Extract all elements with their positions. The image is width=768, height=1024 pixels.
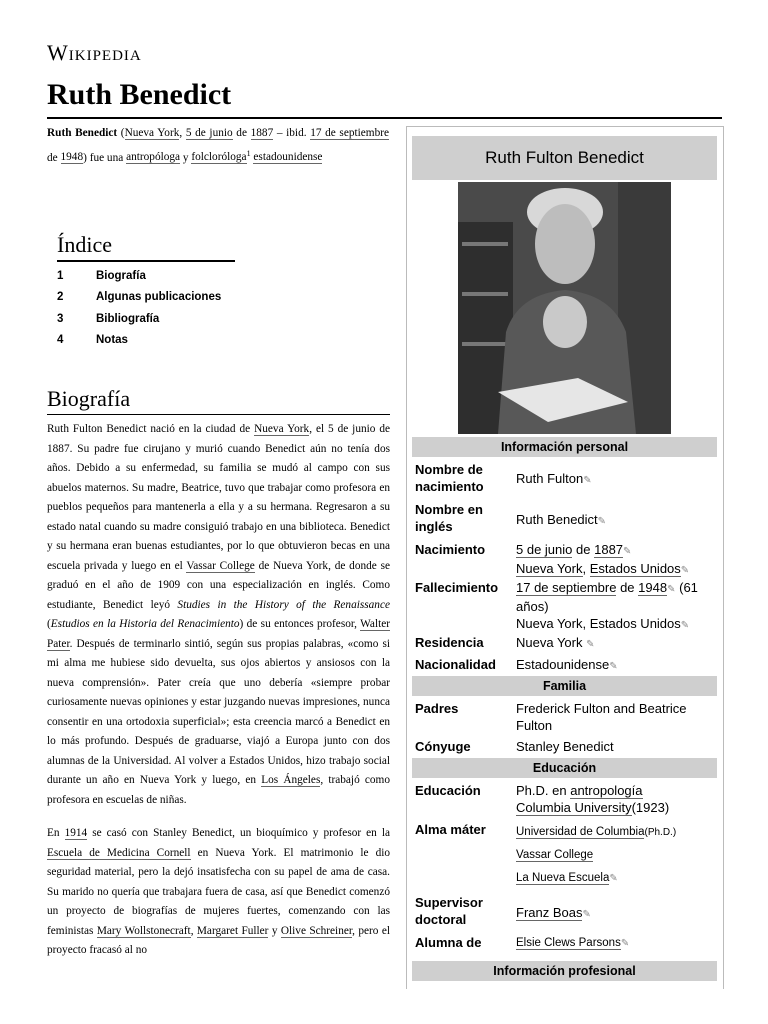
toc-num: 2	[57, 291, 64, 304]
link-birth-year[interactable]: 1887	[250, 127, 274, 139]
paragraph-2: En 1914 se casó con Stanley Benedict, un bioquímico y profesor en la Escuela de Medicina Cornell en Nueva York. El matrimonio le dio seguridad material, pero la dejó insatisfecha con su papel de ama de casa. Su marido no quería que trabajara fuera de casa, así que Benedict comenzó un proyecto de biografías de mujeres fuertes, comenzando con las feministas Mary Wollstonecraft, Margaret Fuller y Olive Schreiner, pero el proyecto fracasó al no	[47, 827, 390, 956]
label-birth-name: Nombre de nacimiento	[415, 462, 484, 494]
lede-and: y	[182, 151, 189, 164]
value-student-of	[516, 935, 721, 952]
link-elsie-parsons[interactable]: Elsie Clews Parsons	[516, 937, 621, 949]
label-english-name: Nombre en inglés	[415, 502, 483, 534]
toc-heading: Índice	[57, 232, 235, 262]
toc-label[interactable]: Biografía	[96, 270, 146, 282]
lede-name: Ruth Benedict	[47, 127, 118, 139]
pencil-icon[interactable]: ✎	[680, 565, 690, 576]
toc-item[interactable]	[57, 330, 235, 351]
link-estadounidense[interactable]: estadounidense	[253, 151, 323, 164]
lede-text: fue una	[89, 151, 124, 164]
label-alma-mater: Alma máter	[415, 822, 486, 837]
toc-num: 4	[57, 333, 64, 346]
link-birth-city[interactable]: Nueva York	[516, 561, 583, 576]
toc-item[interactable]	[57, 266, 235, 287]
toc-num: 3	[57, 312, 64, 325]
pencil-icon[interactable]: ✎	[620, 938, 630, 949]
label-residence: Residencia	[415, 635, 484, 650]
toc-num: 1	[57, 270, 64, 282]
pencil-icon[interactable]: ✎	[582, 909, 591, 920]
link-cornell[interactable]: Escuela de Medicina Cornell	[47, 846, 191, 859]
value-supervisor	[516, 904, 721, 923]
link-birth-date[interactable]: 5 de junio	[516, 542, 573, 557]
link-franz-boas[interactable]: Franz Boas	[516, 905, 583, 920]
link-birth-year[interactable]: 1887	[594, 542, 624, 557]
pencil-icon[interactable]: ✎	[680, 620, 690, 631]
label-birth: Nacimiento	[415, 542, 486, 557]
book-title-es: Estudios en la Historia del Renacimiento	[50, 618, 240, 630]
value-parents: Frederick Fulton and Beatrice Fulton	[516, 701, 687, 733]
wikipedia-wordmark: Wikipedia	[47, 40, 142, 65]
link-birth-country[interactable]: Estados Unidos	[589, 561, 681, 576]
link-los-angeles[interactable]: Los Ángeles	[261, 774, 321, 786]
link-folclorologa[interactable]: folcloróloga	[191, 151, 247, 164]
biography-text	[47, 420, 390, 975]
pencil-icon[interactable]: ✎	[667, 584, 676, 595]
pencil-icon[interactable]: ✎	[609, 661, 618, 672]
toc-item[interactable]	[57, 309, 235, 330]
title-rule	[47, 117, 722, 119]
section-professional: Información profesional	[412, 961, 717, 981]
toc-label[interactable]: Bibliografía	[96, 312, 160, 325]
portrait-photo[interactable]	[458, 182, 671, 434]
link-vassar[interactable]: Vassar College	[516, 849, 594, 861]
value-spouse: Stanley Benedict	[516, 739, 614, 754]
label-education: Educación	[415, 783, 481, 798]
page-title: Ruth Benedict	[47, 78, 232, 111]
link-antropologia[interactable]: antropología	[570, 783, 643, 798]
pencil-icon[interactable]: ✎	[609, 873, 618, 884]
ref-1[interactable]: 1	[246, 148, 251, 158]
link-univ-columbia[interactable]: Universidad de Columbia	[516, 826, 645, 838]
link-1914[interactable]: 1914	[64, 827, 88, 839]
pencil-icon[interactable]: ✎	[597, 516, 607, 527]
value-alma-mater: Universidad de Columbia(Ph.D.) Vassar College La Nueva Escuela✎	[516, 826, 677, 884]
section-family: Familia	[412, 676, 717, 696]
pencil-icon[interactable]: ✎	[623, 546, 632, 557]
link-death-year[interactable]: 1948	[638, 580, 668, 595]
link-nueva-york[interactable]: Nueva York	[124, 127, 180, 139]
infobox	[406, 126, 724, 989]
link-death-day[interactable]: 17 de septiembre	[310, 127, 389, 139]
value-birth: 5 de junio de 1887✎ Nueva York, Estados Unidos✎	[516, 542, 690, 576]
paragraph-1: Ruth Fulton Benedict nació en la ciudad de Nueva York, el 5 de junio de 1887. Su padre fue cirujano y murió cuando Benedict aún no tenía dos años. Debido a su enfermedad, su familia se mudó al campo con sus abuelos maternos. Su madre, Beatrice, tuvo que trabajar como profesora en pueblos pequeños para mantenerla a ella y a su hermana. Regresaron a su estado natal cuando su madre consiguió trabajo en una biblioteca. Benedict y su hermana eran buenas estudiantes, por lo que obtuvieron becas en una escuela privada y luego en el Vassar College de Nueva York, de donde se graduó en el año de 1909 con una especialización en inglés. Como estudiante, Benedict leyó Studies in the History of the Renaissance (Estudios en la Historia del Renacimiento) de su entonces profesor, Walter Pater. Después de terminarlo sintió, según sus propias palabras, «como si mi alma me hubiese sido devuelta, sus ojos abiertos y ansiosos con la nueva comprensión». Pater creía que uno debería «siempre probar curiosamente nuevas opiniones y estar juzgando nuevas impresiones, nunca consentir en una ortodoxia superficial»; esta creencia marcó a Benedict en lo más profundo. Después de graduarse, viajó a Europa junto con dos alumnas de la Universidad. Al volver a Estados Unidos, hizo trabajo social durante un año en Nueva York y luego, en Los Ángeles, trabajó como profesora en escuelas de niñas.	[47, 423, 391, 806]
link-antropologa[interactable]: antropóloga	[126, 151, 181, 164]
book-title: Studies in the History of the Renaissance	[177, 598, 390, 611]
pencil-icon[interactable]: ✎	[586, 639, 595, 650]
label-spouse: Cónyuge	[415, 739, 471, 754]
toc-label[interactable]: Algunas publicaciones	[96, 291, 222, 304]
infobox-title: Ruth Fulton Benedict	[412, 136, 717, 180]
link-wollstonecraft[interactable]: Mary Wollstonecraft	[96, 924, 191, 937]
toc-item[interactable]	[57, 287, 235, 308]
link-walter-pater[interactable]: Walter Pater	[47, 618, 390, 650]
link-olive-schreiner[interactable]: Olive Schreiner	[280, 924, 353, 937]
value-english-name: Ruth Benedict✎	[516, 512, 607, 527]
label-death: Fallecimiento	[415, 580, 499, 595]
link-nueva-york[interactable]: Nueva York	[254, 423, 310, 435]
link-nueva-escuela[interactable]: La Nueva Escuela	[516, 872, 610, 884]
label-supervisor: Supervisor doctoral	[415, 895, 483, 927]
link-columbia[interactable]: Columbia University	[516, 800, 632, 815]
pencil-icon[interactable]: ✎	[583, 475, 592, 486]
lede-paragraph: Ruth Benedict (Nueva York, 5 de junio de 1887 – ibid. 17 de septiembre de 1948) fue una antropóloga y folcloróloga$^1$ estadounidense	[47, 127, 389, 164]
value-residence: Nueva York ✎	[516, 635, 595, 650]
label-nationality: Nacionalidad	[415, 657, 496, 672]
link-margaret-fuller[interactable]: Margaret Fuller	[196, 924, 269, 937]
label-parents: Padres	[415, 701, 459, 716]
link-death-year[interactable]: 1948	[60, 151, 84, 164]
link-vassar-college[interactable]: Vassar College	[186, 559, 255, 572]
toc-label[interactable]: Notas	[96, 333, 128, 346]
link-death-date[interactable]: 17 de septiembre	[516, 580, 617, 595]
value-education: Ph.D. en antropología Columbia University(1923)	[516, 783, 670, 815]
value-birth-name: Ruth Fulton✎	[516, 471, 592, 486]
table-of-contents	[57, 232, 235, 351]
label-student-of: Alumna de	[415, 935, 482, 950]
section-education: Educación	[412, 758, 717, 778]
section-personal: Información personal	[412, 437, 717, 457]
section-heading-biografia: Biografía	[47, 386, 390, 415]
value-nationality: Estadounidense✎	[516, 657, 618, 672]
link-birth-day[interactable]: 5 de junio	[185, 127, 233, 139]
value-death: 17 de septiembre de 1948✎ (61 años) Nueva York, Estados Unidos✎	[516, 580, 698, 631]
lede-ibid: – ibid.	[276, 127, 307, 139]
